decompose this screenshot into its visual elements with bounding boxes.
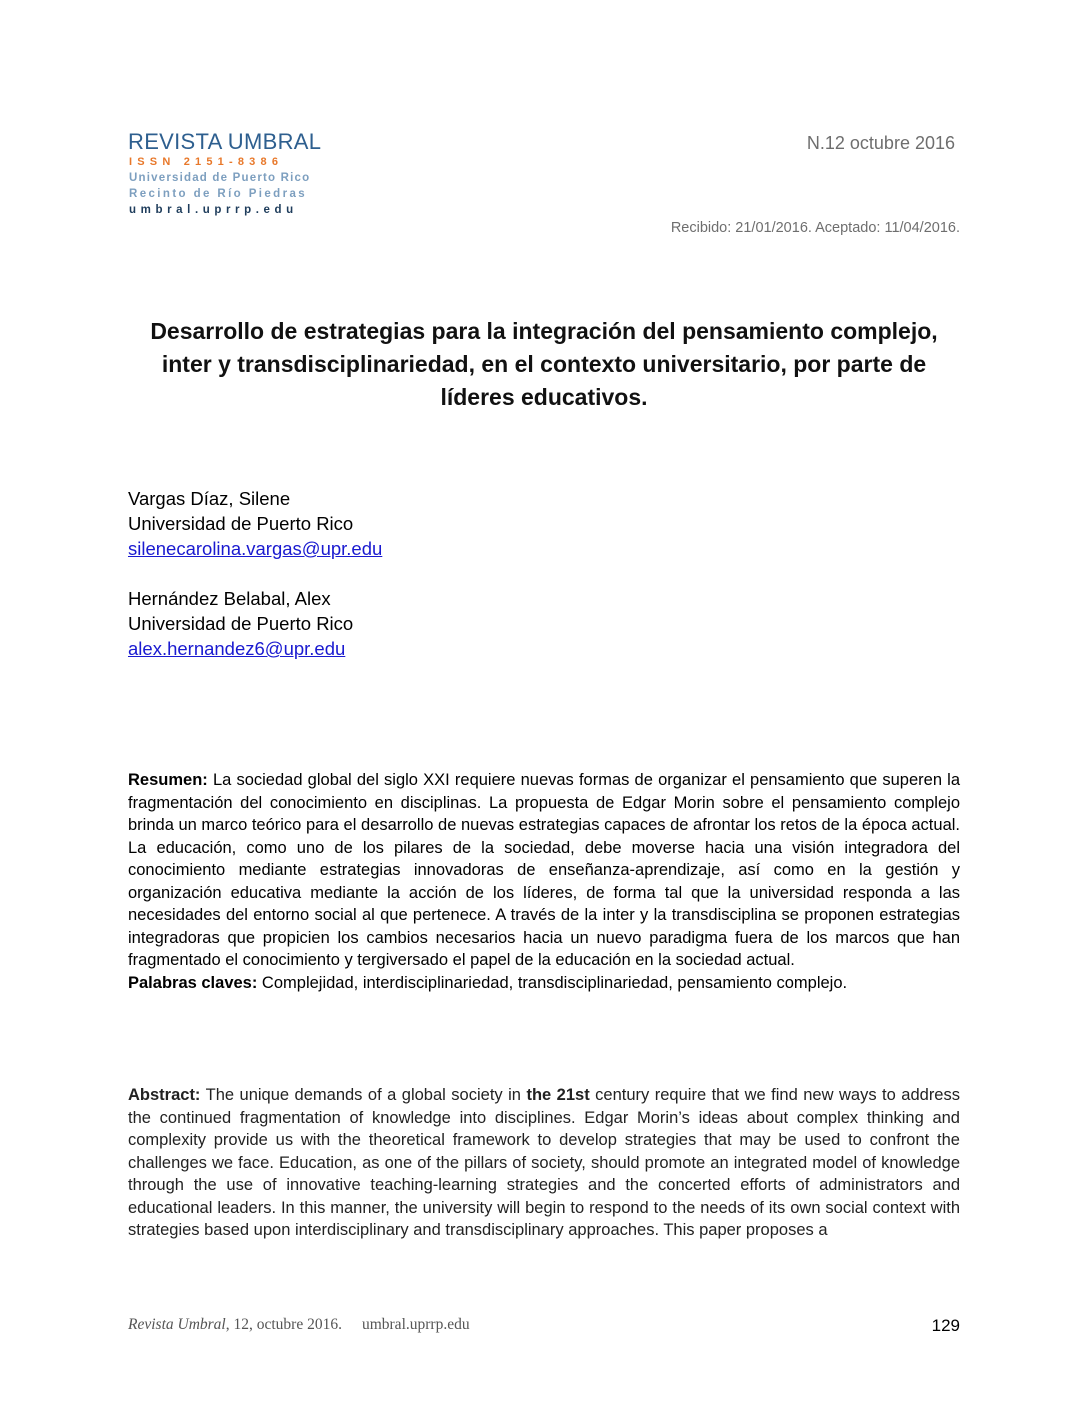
issue-info: N.12 octubre 2016 bbox=[806, 133, 955, 153]
footer-citation-text: , 12, octubre 2016. bbox=[225, 1316, 342, 1333]
footer-journal: Revista Umbral bbox=[128, 1316, 226, 1333]
author-email-link[interactable]: silenecarolina.vargas@upr.edu bbox=[128, 538, 383, 559]
received-accepted-dates: Recibido: 21/01/2016. Aceptado: 11/04/2016. bbox=[670, 220, 960, 236]
author-name: Vargas Díaz, Silene bbox=[128, 488, 291, 509]
issn: ISSN 2151-8386 bbox=[129, 156, 284, 168]
author-affiliation: Universidad de Puerto Rico bbox=[128, 513, 354, 534]
article-title: Desarrollo de estrategias para la integración del pensamiento complejo, inter y transdisciplinariedad, en el contexto universitario, por parte de líderes educativos. bbox=[150, 318, 938, 410]
author-entry bbox=[128, 586, 382, 661]
footer-url: umbral.uprrp.edu bbox=[361, 1316, 470, 1333]
page-number: 129 bbox=[931, 1316, 960, 1335]
abstract-label: Abstract: bbox=[128, 1086, 201, 1104]
abstract-text-part1: The unique demands of a global society in bbox=[200, 1086, 527, 1104]
resumen-paragraph bbox=[128, 769, 960, 972]
author-name: Hernández Belabal, Alex bbox=[128, 588, 331, 609]
resumen-label: Resumen: bbox=[128, 771, 208, 789]
author-entry bbox=[128, 486, 382, 561]
footer-citation bbox=[128, 1316, 470, 1334]
keywords-label: Palabras claves: bbox=[128, 973, 258, 992]
resumen-text: La sociedad global del siglo XXI requiere nuevas formas de organizar el pensamiento que superen la fragmentación del conocimiento en disciplinas. La propuesta de Edgar Morin sobre el pensamiento complejo brinda un marco teórico para el desarrollo de nuevas estrategias capaces de afrontar los retos de la época actual. La educación, como uno de los pilares de la sociedad, debe moverse hacia una visión integradora del conocimiento mediante estrategias innovadoras de enseñanza-aprendizaje, así como en la gestión y organización educativa mediante la acción de los líderes, de forma tal que la universidad responda a las necesidades del entorno social al que pertenece. A través de la inter y la transdisciplina se proponen estrategias integradoras que propicien los cambios necesarios hacia un nuevo paradigma fuera de los marcos que han fragmentado el conocimiento y tergiversado el papel de la educación en la sociedad actual. bbox=[128, 771, 960, 969]
university-name: Universidad de Puerto Rico bbox=[129, 172, 311, 184]
abstract-section bbox=[128, 1084, 960, 1242]
author-affiliation: Universidad de Puerto Rico bbox=[128, 613, 354, 634]
abstract-emphasis: the 21st bbox=[526, 1086, 590, 1104]
resumen-section bbox=[128, 769, 960, 994]
author-list bbox=[128, 486, 382, 686]
keywords-text: Complejidad, interdisciplinariedad, transdisciplinariedad, pensamiento complejo. bbox=[257, 973, 848, 992]
author-email-link[interactable]: alex.hernandez6@upr.edu bbox=[128, 638, 346, 659]
journal-title: REVISTA UMBRAL bbox=[128, 129, 322, 154]
journal-website: umbral.uprrp.edu bbox=[129, 204, 298, 216]
keywords-paragraph bbox=[128, 972, 960, 995]
abstract-text-part2: century require that we find new ways to address the continued fragmentation of knowledge into disciplines. Edgar Morin’s ideas about complex thinking and complexity provide us with the theoretical framework to develop strategies that may be used to confront the challenges we face. Education, as one of the pillars of society, should promote an integrated model of knowledge through the use of innovative teaching-learning strategies and the concerted efforts of administrators and educational leaders. In this manner, the university will begin to respond to the needs of its own social context with strategies based upon interdisciplinary and transdisciplinary approaches. This paper proposes a bbox=[128, 1086, 960, 1239]
campus-name: Recinto de Río Piedras bbox=[129, 188, 308, 200]
